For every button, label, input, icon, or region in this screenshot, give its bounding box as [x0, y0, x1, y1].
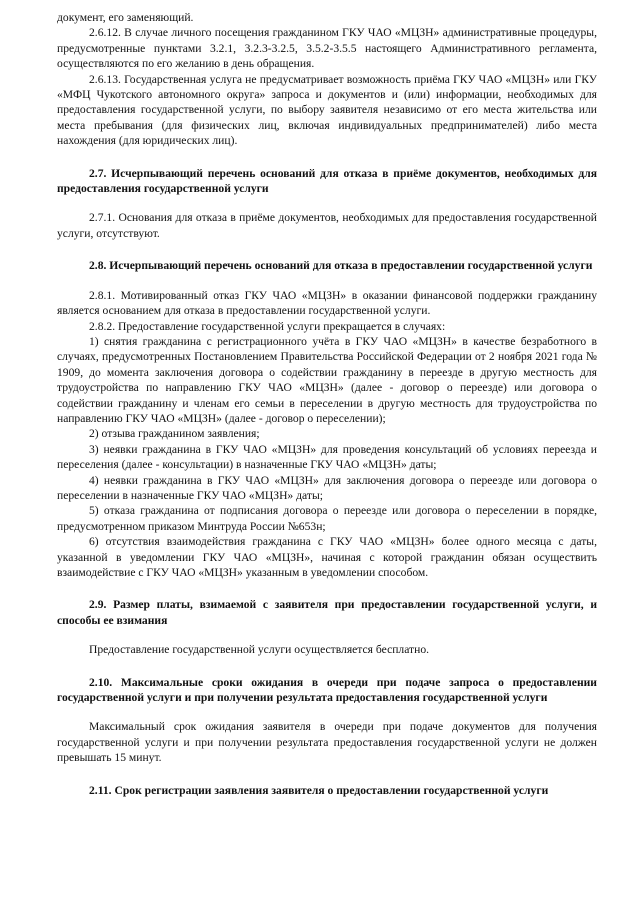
list-item: 1) снятия гражданина с регистрационного учёта в ГКУ ЧАО «МЦЗН» в качестве безработного в случаях, предусмотренных Постановлением Правительства Российской Федерации от 2 ноября 2021 года № 1909, до момента заключения договора о содействии гражданину в переезде в другую местность для трудоустройства по направлению ГКУ ЧАО «МЦЗН» (далее - договор о переезде) или договора о содействии гражданину и членам его семьи в переселении в другую местность для трудоустройства по направлению ГКУ ЧАО «МЦЗН» (далее - договор о переселении); [57, 334, 597, 425]
list-item: 5) отказа гражданина от подписания договора о переезде или договора о переселении в порядке, предусмотренном приказом Минтруда России №653н; [57, 504, 597, 533]
paragraph-2-6-12: 2.6.12. В случае личного посещения гражданином ГКУ ЧАО «МЦЗН» административные процедуры, предусмотренные пунктами 3.2.1, 3.2.3-3.2.5, 3.5.2-3.5.5 настоящего Административного регламента, осуществляются по его желанию в день обращения. [57, 26, 597, 71]
heading-2-10: 2.10. Максимальные сроки ожидания в очереди при подаче запроса о предоставлении государственной услуги и при получении результата предоставления государственной услуги [57, 675, 597, 705]
paragraph-2-9: Предоставление государственной услуги осуществляется бесплатно. [89, 643, 430, 657]
list-item: 3) неявки гражданина в ГКУ ЧАО «МЦЗН» для проведения консультаций об условиях переезда и переселения (далее - консультации) в назначенные ГКУ ЧАО «МЦЗН» даты; [57, 442, 597, 472]
list-item: 2) отзыва гражданином заявления; [89, 427, 260, 441]
paragraph-2-8-2: 2.8.2. Предоставление государственной услуги прекращается в случаях: [89, 319, 446, 333]
heading-2-9: 2.9. Размер платы, взимаемой с заявителя при предоставлении государственной услуги, и способы ее взимания [57, 598, 597, 627]
list-item: 4) неявки гражданина в ГКУ ЧАО «МЦЗН» для заключения договора о переезде или договора о переселении в назначенные ГКУ ЧАО «МЦЗН» даты; [57, 473, 597, 502]
paragraph-2-7-1: 2.7.1. Основания для отказа в приёме документов, необходимых для предоставления государственной услуги, отсутствуют. [57, 211, 597, 240]
heading-2-11: 2.11. Срок регистрации заявления заявителя о предоставлении государственной услуги [89, 783, 549, 797]
paragraph-2-8-1: 2.8.1. Мотивированный отказ ГКУ ЧАО «МЦЗН» в оказании финансовой поддержки гражданину является основанием для отказа в предоставлении государственной услуги. [57, 288, 597, 318]
paragraph-2-10: Максимальный срок ожидания заявителя в очереди при подаче документов для получения государственной услуги и при получении результата предоставления государственной услуги не должен превышать 15 минут. [57, 720, 597, 765]
heading-2-7: 2.7. Исчерпывающий перечень оснований для отказа в приёме документов, необходимых для предоставления государственной услуги [57, 166, 597, 196]
paragraph-continuation: документ, его заменяющий. [57, 11, 194, 24]
heading-2-8: 2.8. Исчерпывающий перечень оснований для отказа в предоставлении государственной услуги [89, 259, 593, 273]
document-page [57, 10, 597, 798]
paragraph-2-6-13: 2.6.13. Государственная услуга не предусматривает возможность приёма ГКУ ЧАО «МЦЗН» или ГКУ «МФЦ Чукотского автономного округа» запроса и документов и (или) информации, необходимых для предоставления государственной услуги, по выбору заявителя независимо от его места жительства или места пребывания (для физических лиц, включая индивидуальных предпринимателей) либо места нахождения (для юридических лиц). [57, 72, 597, 148]
list-item: 6) отсутствия взаимодействия гражданина с ГКУ ЧАО «МЦЗН» более одного месяца с даты, указанной в уведомлении ГКУ ЧАО «МЦЗН», начиная с которой гражданин обязан осуществить взаимодействие с ГКУ ЧАО «МЦЗН» указанным в уведомлении способом. [57, 535, 597, 579]
